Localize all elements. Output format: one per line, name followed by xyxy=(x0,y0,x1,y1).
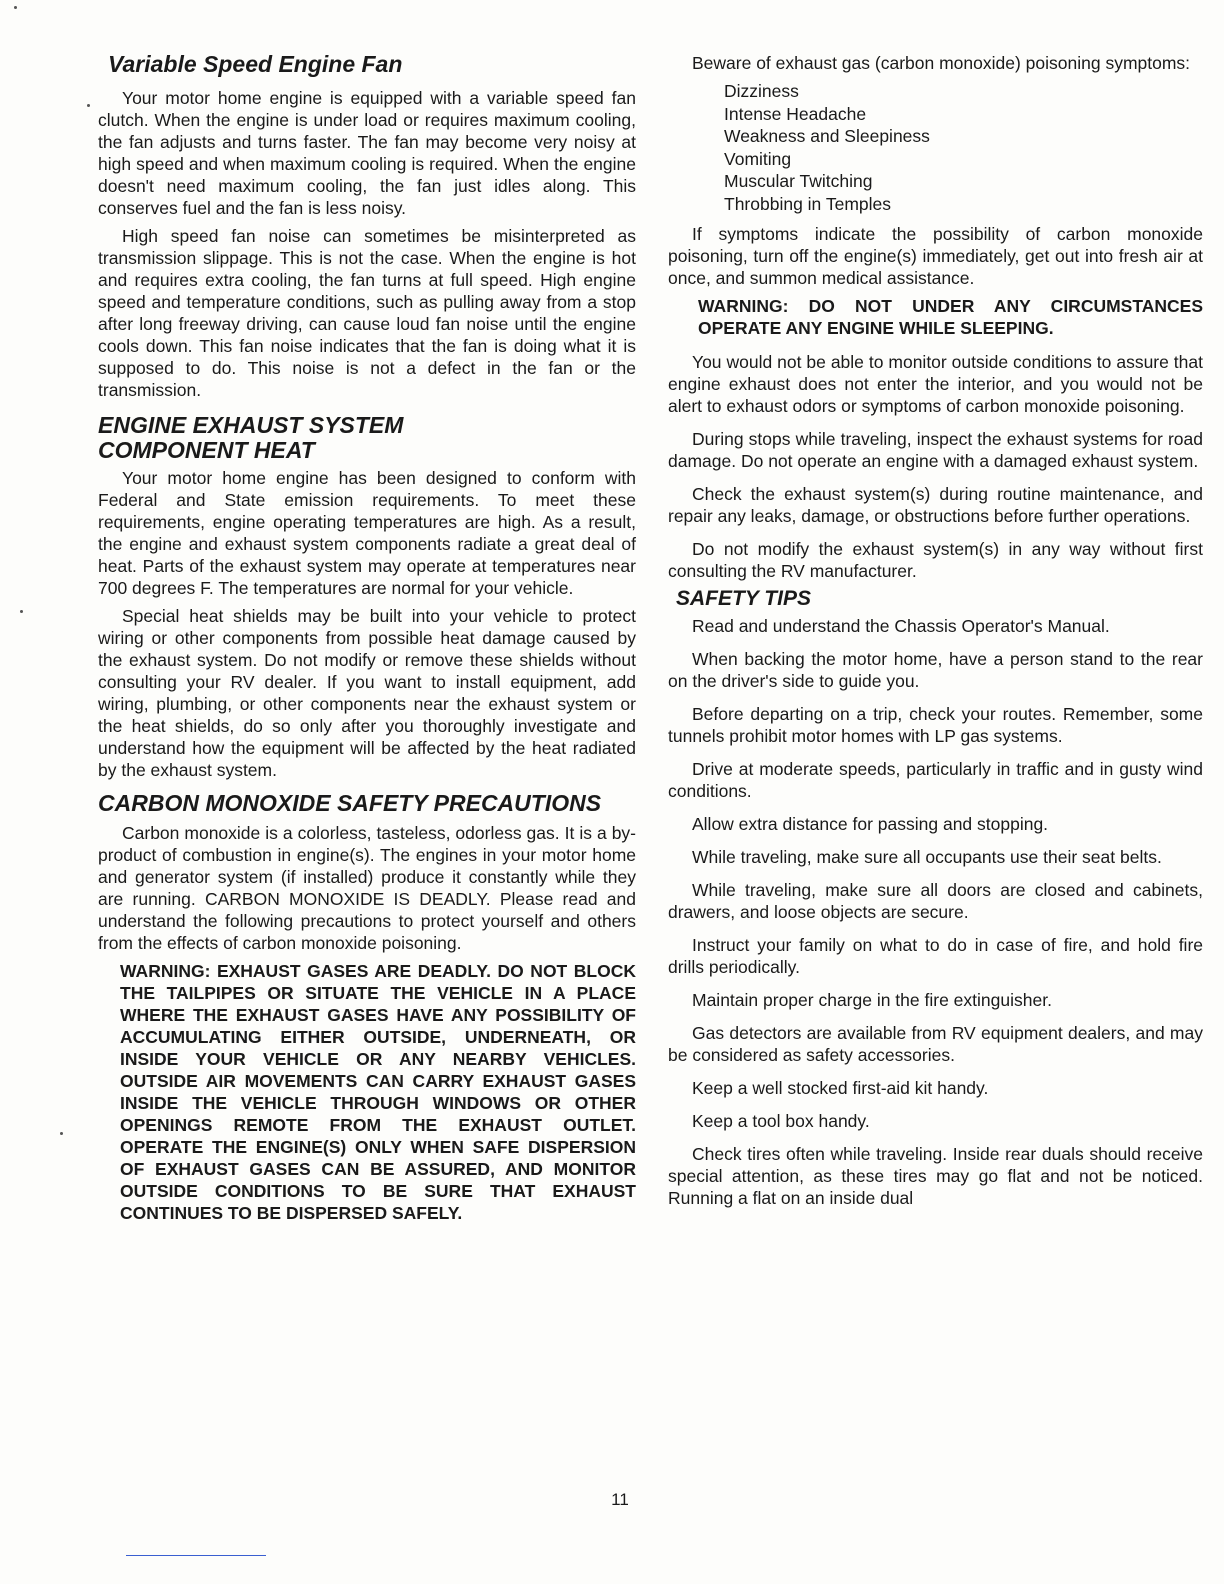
symptom-list xyxy=(724,80,1203,215)
symptom-item: Intense Headache xyxy=(724,103,867,124)
symptom-item: Vomiting xyxy=(724,148,792,169)
safety-tip: Read and understand the Chassis Operator's Manual. xyxy=(692,616,1110,636)
safety-tip: When backing the motor home, have a person stand to the rear on the driver's side to guide you. xyxy=(668,649,1203,691)
exhaust-heat-paragraph-1: Your motor home engine has been designed to conform with Federal and State emission requirements. To meet these requirements, engine operating temperatures are high. As a result, the engine and exhaust system components radiate a great deal of heat. Parts of the exhaust system may operate at temperatures near 700 degrees F. The temperatures are normal for your vehicle. xyxy=(98,468,636,598)
safety-tip: Allow extra distance for passing and stopping. xyxy=(692,814,1049,834)
safety-tip: Keep a tool box handy. xyxy=(692,1111,870,1131)
symptom-item: Muscular Twitching xyxy=(724,171,873,191)
co-safety-heading: CARBON MONOXIDE SAFETY PRECAUTIONS xyxy=(98,790,602,816)
check-paragraph: Check the exhaust system(s) during routine maintenance, and repair any leaks, damage, or obstructions before further operations. xyxy=(668,484,1203,526)
safety-tip: Instruct your family on what to do in case of fire, and hold fire drills periodically. xyxy=(668,935,1203,977)
safety-tip: Keep a well stocked first-aid kit handy. xyxy=(692,1078,989,1098)
safety-tip: Maintain proper charge in the fire extinguisher. xyxy=(692,990,1052,1010)
co-paragraph: Carbon monoxide is a colorless, tasteless, odorless gas. It is a by-product of combustion in engine(s). The engines in your motor home and generator system (if installed) produce it constantly while they are running. CARBON MONOXIDE IS DEADLY. Please read and understand the following precautions to protect yourself and others from the effects of carbon monoxide poisoning. xyxy=(98,823,636,953)
fan-paragraph-2: High speed fan noise can sometimes be misinterpreted as transmission slippage. This is not the case. When the engine is hot and requires extra cooling, the fan turns at full speed. High engine speed and temperature conditions, such as pulling away from a stop after long freeway driving, can cause loud fan noise until the engine cools down. This fan noise indicates that the fan is doing what it is supposed to do. This noise is not a defect in the fan or the transmission. xyxy=(98,226,636,400)
bottom-rule xyxy=(126,1555,266,1556)
safety-tip: Check tires often while traveling. Inside rear duals should receive special attention, as these tires may go flat and not be noticed. Running a flat on an inside dual xyxy=(668,1144,1203,1208)
safety-tip: Drive at moderate speeds, particularly in traffic and in gusty wind conditions. xyxy=(668,759,1203,801)
fan-section-heading: Variable Speed Engine Fan xyxy=(108,51,403,77)
exhaust-heat-heading-line-1: ENGINE EXHAUST SYSTEM xyxy=(98,412,404,438)
scan-speck xyxy=(60,1132,63,1135)
safety-tip: While traveling, make sure all doors are closed and cabinets, drawers, and loose objects are secure. xyxy=(668,880,1203,922)
modify-paragraph: Do not modify the exhaust system(s) in any way without first consulting the RV manufacturer. xyxy=(668,539,1203,581)
symptom-item: Dizziness xyxy=(724,81,799,101)
exhaust-heat-paragraph-2: Special heat shields may be built into your vehicle to protect wiring or other components from possible heat damage caused by the exhaust system. Do not modify or remove these shields without consulting your RV dealer. If you want to install equipment, add wiring, plumbing, or other components near the exhaust system or the heat shields, do so only after you thoroughly investigate and understand how the equipment will be affected by the heat radiated by the exhaust system. xyxy=(98,606,636,780)
safety-tip: Gas detectors are available from RV equipment dealers, and may be considered as safety accessories. xyxy=(668,1023,1203,1065)
left-column xyxy=(98,52,636,1232)
monitor-paragraph: You would not be able to monitor outside conditions to assure that engine exhaust does not enter the interior, and you would not be alert to exhaust odors or symptoms of carbon monoxide poisoning. xyxy=(668,352,1203,416)
symptom-item: Weakness and Sleepiness xyxy=(724,126,930,146)
scan-speck xyxy=(14,6,17,9)
exhaust-heat-heading xyxy=(98,413,636,463)
inspect-paragraph: During stops while traveling, inspect the exhaust systems for road damage. Do not operate an engine with a damaged exhaust system. xyxy=(668,429,1203,471)
right-column xyxy=(668,52,1203,1209)
fan-paragraph-1: Your motor home engine is equipped with a variable speed fan clutch. When the engine is under load or requires maximum cooling, the fan adjusts and turns faster. The fan may become very noisy at high speed and when maximum cooling is required. When the engine doesn't need maximum cooling, the fan just idles along. This conserves fuel and the fan is less noisy. xyxy=(98,88,636,218)
safety-tip: Before departing on a trip, check your routes. Remember, some tunnels prohibit motor homes with LP gas systems. xyxy=(668,704,1203,746)
scan-speck xyxy=(20,610,23,613)
symptoms-intro: Beware of exhaust gas (carbon monoxide) poisoning symptoms: xyxy=(692,53,1191,73)
sleeping-warning: WARNING: DO NOT UNDER ANY CIRCUMSTANCES OPERATE ANY ENGINE WHILE SLEEPING. xyxy=(698,296,1203,338)
exhaust-deadly-warning: WARNING: EXHAUST GASES ARE DEADLY. DO NOT BLOCK THE TAILPIPES OR SITUATE THE VEHICLE IN A PLACE WHERE THE EXHAUST GASES HAVE ANY POSSIBILITY OF ACCUMULATING EITHER OUTSIDE, UNDERNEATH, OR INSIDE YOUR VEHICLE OR ANY NEARBY VEHICLES. OUTSIDE AIR MOVEMENTS CAN CARRY EXHAUST GASES INSIDE THE VEHICLE THROUGH WINDOWS OR OTHER OPENINGS REMOTE FROM THE EXHAUST OUTLET. OPERATE THE ENGINE(S) ONLY WHEN SAFE DISPERSION OF EXHAUST GASES CAN BE ASSURED, AND MONITOR OUTSIDE CONDITIONS TO BE SURE THAT EXHAUST CONTINUES TO BE DISPERSED SAFELY. xyxy=(120,961,636,1223)
exhaust-heat-heading-line-2: COMPONENT HEAT xyxy=(98,437,315,463)
safety-tips-heading: SAFETY TIPS xyxy=(676,587,811,610)
page-number: 11 xyxy=(611,1490,629,1509)
symptom-item: Throbbing in Temples xyxy=(724,193,891,214)
scan-speck xyxy=(87,104,90,107)
safety-tip: While traveling, make sure all occupants use their seat belts. xyxy=(692,847,1162,867)
symptoms-action: If symptoms indicate the possibility of carbon monoxide poisoning, turn off the engine(s) immediately, get out into fresh air at once, and summon medical assistance. xyxy=(668,224,1203,288)
